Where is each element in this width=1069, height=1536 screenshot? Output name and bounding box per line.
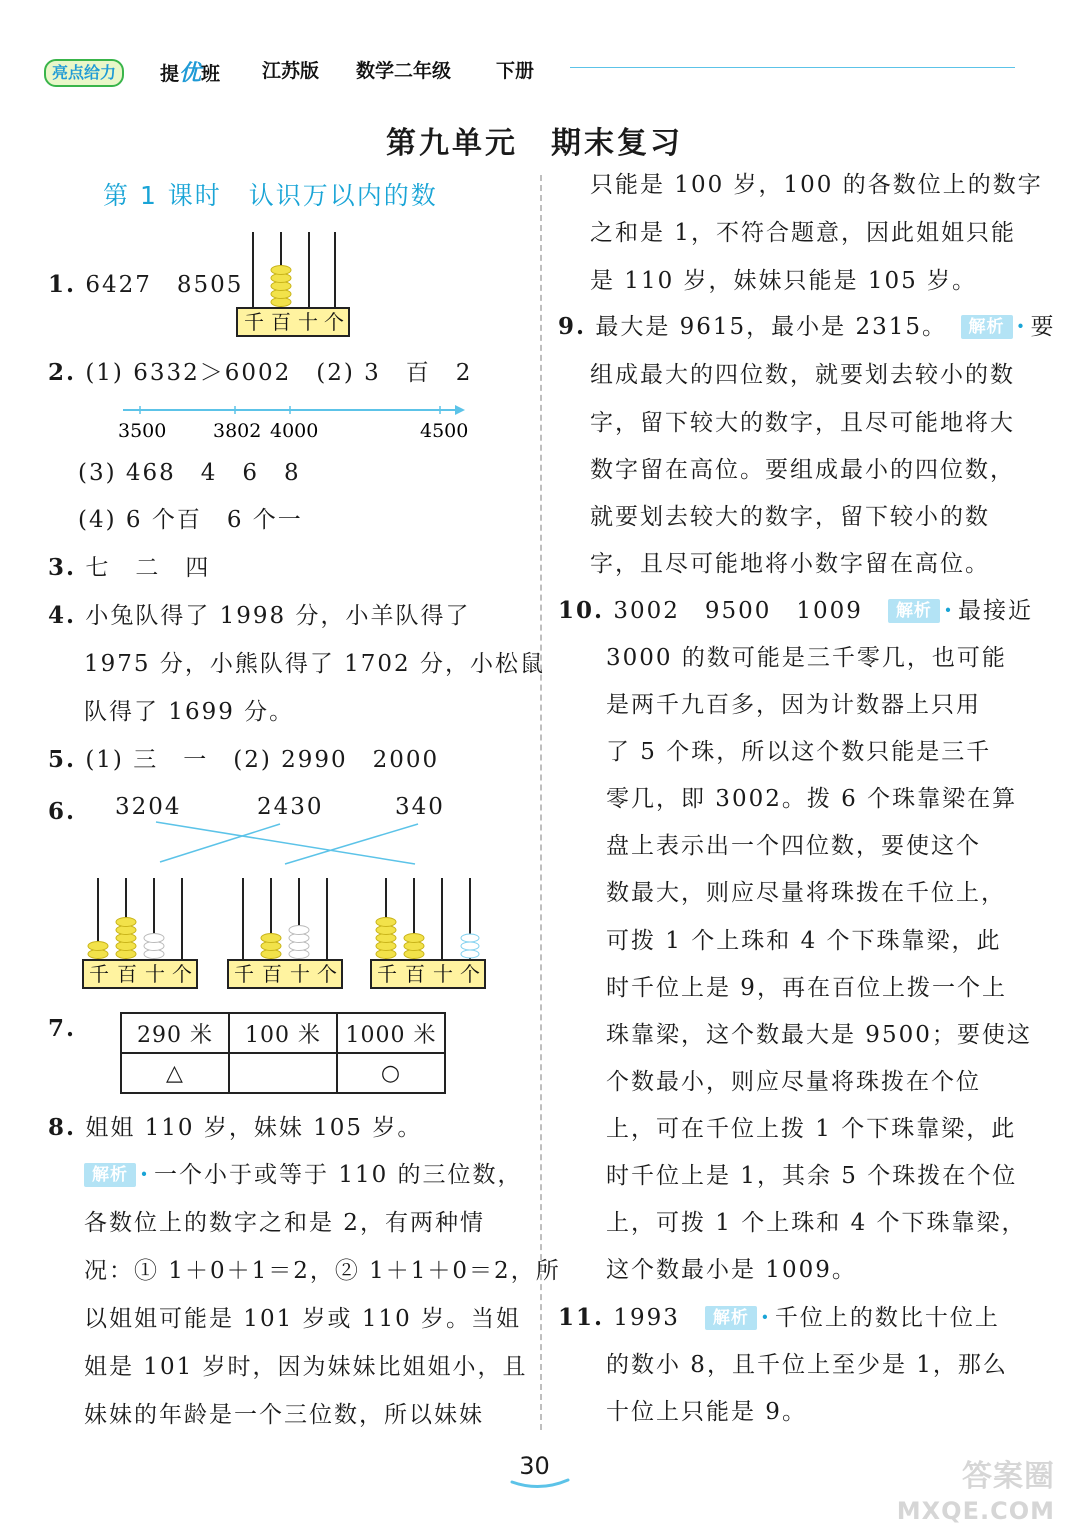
q11-line3: 十位上只能是 9。 <box>606 1399 807 1425</box>
edition-label: 江苏版 <box>262 60 320 82</box>
q6-abacus-row <box>82 874 492 992</box>
table-cell <box>229 1053 337 1093</box>
table-row <box>121 1013 445 1053</box>
q8-cont-line3: 是 110 岁，妹妹只能是 105 岁。 <box>590 268 978 294</box>
q4-line3: 队得了 1699 分。 <box>84 699 295 725</box>
watermark-line1: 答案圈 <box>962 1459 1055 1494</box>
q10-line9: 时千位上是 9，再在百位上拨一个上 <box>606 975 1007 1001</box>
table-header-cell: 290 米 <box>121 1013 229 1053</box>
jiexi-badge: 解析 <box>84 1163 136 1187</box>
abacus-label: 十 <box>298 310 318 334</box>
abacus-label: 个 <box>172 962 192 986</box>
lesson-title: 第 1 课时 认识万以内的数 <box>103 181 438 210</box>
q8-explain-line6: 妹妹的年龄是一个三位数，所以妹妹 <box>84 1402 484 1428</box>
volume-label: 下册 <box>496 60 535 82</box>
table-cell: △ <box>121 1053 229 1093</box>
abacus-q1 <box>236 228 352 340</box>
abacus-label: 千 <box>377 962 397 986</box>
watermark-line2: MXQE.COM <box>896 1497 1055 1525</box>
q10-line7: 数最大，则应尽量将珠拨在千位上， <box>606 880 1006 906</box>
q8-cont-line2: 之和是 1，不符合题意，因此姐姐只能 <box>590 220 1016 246</box>
subject-label: 数学二年级 <box>356 60 452 82</box>
unit-title: 第九单元 期末复习 <box>386 126 683 161</box>
abacus-label: 百 <box>262 962 282 986</box>
number-line <box>115 400 475 448</box>
q10-line3: 是两千九百多，因为计数器上只用 <box>606 692 981 718</box>
table-cell: ○ <box>337 1053 445 1093</box>
q6-value-a: 3204 <box>115 794 182 820</box>
q1: 1. 6427 8505 <box>48 271 244 298</box>
abacus-label: 个 <box>324 310 344 334</box>
abacus-q1-beads <box>271 266 291 307</box>
number-line-label: 4000 <box>270 420 319 442</box>
abacus-label: 个 <box>317 962 337 986</box>
q11-line2: 的数小 8，且千位上至少是 1，那么 <box>606 1352 1008 1378</box>
header-rule <box>570 67 1015 68</box>
q10-line2: 3000 的数可能是三千零几，也可能 <box>606 645 1007 671</box>
abacus-b <box>228 878 342 988</box>
jiexi-badge: 解析 <box>961 315 1013 339</box>
table-row <box>121 1053 445 1093</box>
q10-line6: 盘上表示出一个四位数，要使这个 <box>606 833 981 859</box>
q6-number: 6. <box>48 798 77 825</box>
q8-explain-line1: 解析 · 一个小于或等于 110 的三位数， <box>84 1160 523 1190</box>
q10-line1: 10. 3002 9500 1009 解析 · 最接近 <box>558 597 1033 624</box>
q10-line13: 时千位上是 1，其余 5 个珠拨在个位 <box>606 1163 1018 1189</box>
q6-value-c: 340 <box>395 794 445 820</box>
q10-line14: 上，可拨 1 个上珠和 4 个下珠靠梁， <box>606 1210 1027 1236</box>
page-number: 30 <box>519 1452 550 1480</box>
abacus-c <box>371 878 485 988</box>
q10-line10: 珠靠梁，这个数最大是 9500；要使这 <box>606 1022 1032 1048</box>
q8-explain-line4: 以姐姐可能是 101 岁或 110 岁。当姐 <box>84 1306 522 1332</box>
q3: 3. 七 二 四 <box>48 554 211 581</box>
watermark <box>897 1460 1055 1528</box>
q2-line1: 2. (1) 6332＞6002 (2) 3 百 2 <box>48 359 473 386</box>
page-number-swoosh <box>508 1478 572 1492</box>
q2-line4: (4) 6 个百 6 个一 <box>78 507 303 533</box>
q11-line1: 11. 1993 解析 · 千位上的数比十位上 <box>558 1304 1000 1331</box>
number-line-label: 4500 <box>420 420 469 442</box>
abacus-a <box>83 878 197 988</box>
q8-explain-line2: 各数位上的数字之和是 2，有两种情 <box>84 1210 485 1236</box>
abacus-label: 千 <box>234 962 254 986</box>
jiexi-badge: 解析 <box>888 599 940 623</box>
q10-line12: 上，可在千位上拨 1 个下珠靠梁，此 <box>606 1116 1017 1142</box>
abacus-label: 百 <box>117 962 137 986</box>
abacus-label: 百 <box>405 962 425 986</box>
q6-value-b: 2430 <box>257 794 324 820</box>
q7-table <box>120 1012 446 1094</box>
q8-answer: 8. 姐姐 110 岁，妹妹 105 岁。 <box>48 1114 423 1141</box>
abacus-label: 十 <box>145 962 165 986</box>
q8-cont-line1: 只能是 100 岁，100 的各数位上的数字 <box>590 172 1043 198</box>
q4-line2: 1975 分，小熊队得了 1702 分，小松鼠 <box>84 651 545 677</box>
q4-line1: 4. 小兔队得了 1998 分，小羊队得了 <box>48 602 471 629</box>
q6-matching-lines <box>150 818 430 870</box>
q2-line3: (3) 468 4 6 8 <box>78 460 301 486</box>
q10-line11: 个数最小，则应尽量将珠拨在个位 <box>606 1069 981 1095</box>
q10-line5: 零几，即 3002。拨 6 个珠靠梁在算 <box>606 786 1018 812</box>
abacus-label: 千 <box>89 962 109 986</box>
q5: 5. (1) 三 一 (2) 2990 2000 <box>48 746 440 773</box>
q10-line4: 了 5 个珠，所以这个数只能是三千 <box>606 739 992 765</box>
abacus-label: 个 <box>460 962 480 986</box>
table-header-cell: 100 米 <box>229 1013 337 1053</box>
abacus-label: 十 <box>433 962 453 986</box>
q10-line8: 可拨 1 个上珠和 4 个下珠靠梁，此 <box>606 928 1002 954</box>
q9-line6: 字，且尽可能地将小数字留在高位。 <box>590 551 990 577</box>
number-line-label: 3802 <box>213 420 262 442</box>
column-divider <box>540 175 542 1430</box>
q7-number: 7. <box>48 1015 77 1042</box>
number-line-label: 3500 <box>118 420 167 442</box>
table-header-cell: 1000 米 <box>337 1013 445 1053</box>
abacus-label: 百 <box>271 310 291 334</box>
jiexi-badge: 解析 <box>705 1306 757 1330</box>
q9-line5: 就要划去较大的数字，留下较小的数 <box>590 504 990 530</box>
q9-line3: 字，留下较大的数字，且尽可能地将大 <box>590 410 1015 436</box>
q8-explain-line3: 况：① 1＋0＋1＝2，② 1＋1＋0＝2，所 <box>84 1258 561 1284</box>
series-name: 提优班 <box>160 61 221 86</box>
q10-line15: 这个数最小是 1009。 <box>606 1257 857 1283</box>
brand-badge: 亮点给力 <box>44 59 124 87</box>
q8-explain-line5: 姐是 101 岁时，因为妹妹比姐姐小，且 <box>84 1354 528 1380</box>
abacus-label: 十 <box>290 962 310 986</box>
q9-line4: 数字留在高位。要组成最小的四位数， <box>590 457 1015 483</box>
q9-line1: 9. 最大是 9615，最小是 2315。 解析 · 要 <box>558 313 1056 340</box>
q9-line2: 组成最大的四位数，就要划去较小的数 <box>590 362 1015 388</box>
abacus-label: 千 <box>244 310 264 334</box>
